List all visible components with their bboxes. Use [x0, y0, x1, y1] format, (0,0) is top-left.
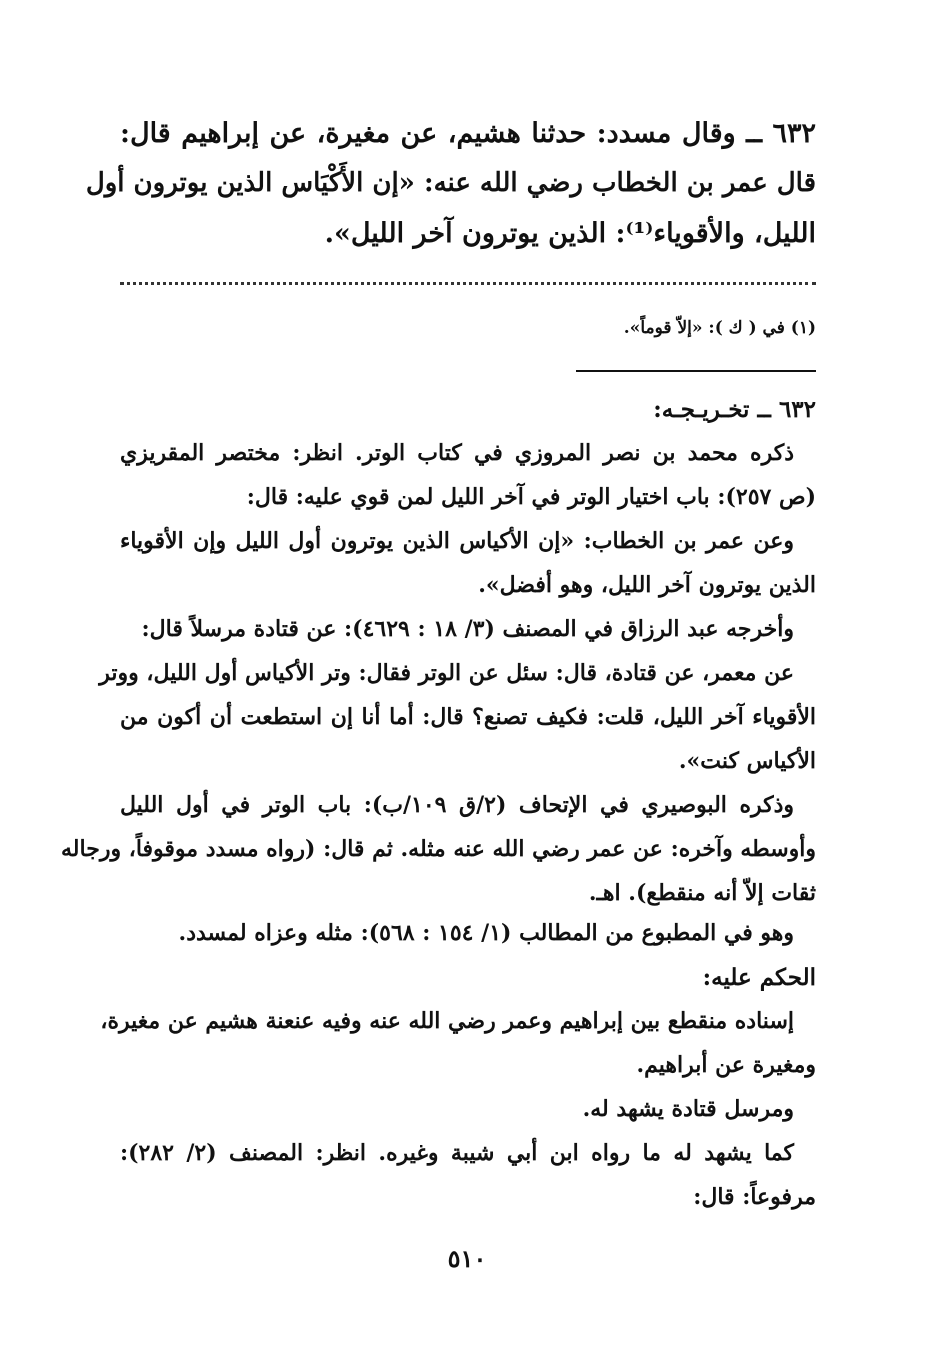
section-rule [576, 370, 816, 372]
takhrij-line-12: وهو في المطبوع من المطالب (١/ ١٥٤ : ٥٦٨): مثله وعزاه لمسدد. [178, 920, 794, 946]
takhrij-line-1: ذكره محمد بن نصر المروزي في كتاب الوتر. انظر: مختصر المقريزي [120, 440, 794, 466]
hadith-line-2: قال عمر بن الخطاب رضي الله عنه: «إن الأَكْيَاس الذين يوترون أول [85, 168, 816, 198]
takhrij-line-10: وأوسطه وآخره: عن عمر رضي الله عنه مثله. ثم قال: (رواه مسدد موقوفاً، ورجاله [61, 836, 816, 862]
hadith-line-1: ٦٣٢ ــ وقال مسدد: حدثنا هشيم، عن مغيرة، عن إبراهيم قال: [120, 118, 816, 149]
hukm-line-3: ومرسل قتادة يشهد له. [582, 1096, 794, 1122]
takhrij-line-8: الأكياس كنت». [678, 748, 816, 774]
footnote-separator-dots [120, 282, 816, 285]
footnote-text: (١) في ( ك ): «إلاّ قوماً». [623, 318, 816, 338]
takhrij-line-3: وعن عمر بن الخطاب: «إن الأكياس الذين يوترون أول الليل وإن الأقوياء [120, 528, 794, 554]
takhrij-line-5: وأخرجه عبد الرزاق في المصنف (٣/ ١٨ : ٤٦٢٩): عن قتادة مرسلاً قال: [141, 616, 794, 642]
hukm-line-4: كما يشهد له ما رواه ابن أبي شيبة وغيره. انظر: المصنف (٢/ ٢٨٢): [120, 1140, 794, 1166]
hukm-line-2: ومغيرة عن أبراهيم. [636, 1052, 816, 1078]
hukm-line-1: إسناده منقطع بين إبراهيم وعمر رضي الله عنه وفيه عنعنة هشيم عن مغيرة، [100, 1008, 794, 1034]
hukm-line-5: مرفوعاً: قال: [693, 1184, 816, 1210]
takhrij-heading: ٦٣٢ ــ تخـريـجـه: [653, 396, 816, 423]
takhrij-line-9: وذكره البوصيري في الإتحاف (٢/ق ١٠٩/ب): باب الوتر في أول الليل [120, 792, 795, 818]
takhrij-line-11: ثقات إلاّ أنه منقطع). اهـ. [588, 880, 816, 906]
page-number: ٥١٠ [447, 1244, 487, 1273]
hukm-heading: الحكم عليه: [702, 964, 816, 991]
takhrij-line-4: الذين يوترون آخر الليل، وهو أفضل». [478, 572, 816, 598]
takhrij-line-6: عن معمر، عن قتادة، قال: سئل عن الوتر فقال: وتر الأكياس أول الليل، ووتر [99, 660, 794, 686]
hadith-line-3: الليل، والأقوياء⁽¹⁾: الذين يوترون آخر الليل». [324, 218, 816, 249]
takhrij-line-2: (ص ٢٥٧): باب اختيار الوتر في آخر الليل لمن قوي عليه: قال: [246, 484, 816, 510]
takhrij-line-7: الأقوياء آخر الليل، قلت: فكيف تصنع؟ قال: أما أنا إن استطعت أن أكون من [120, 704, 816, 730]
